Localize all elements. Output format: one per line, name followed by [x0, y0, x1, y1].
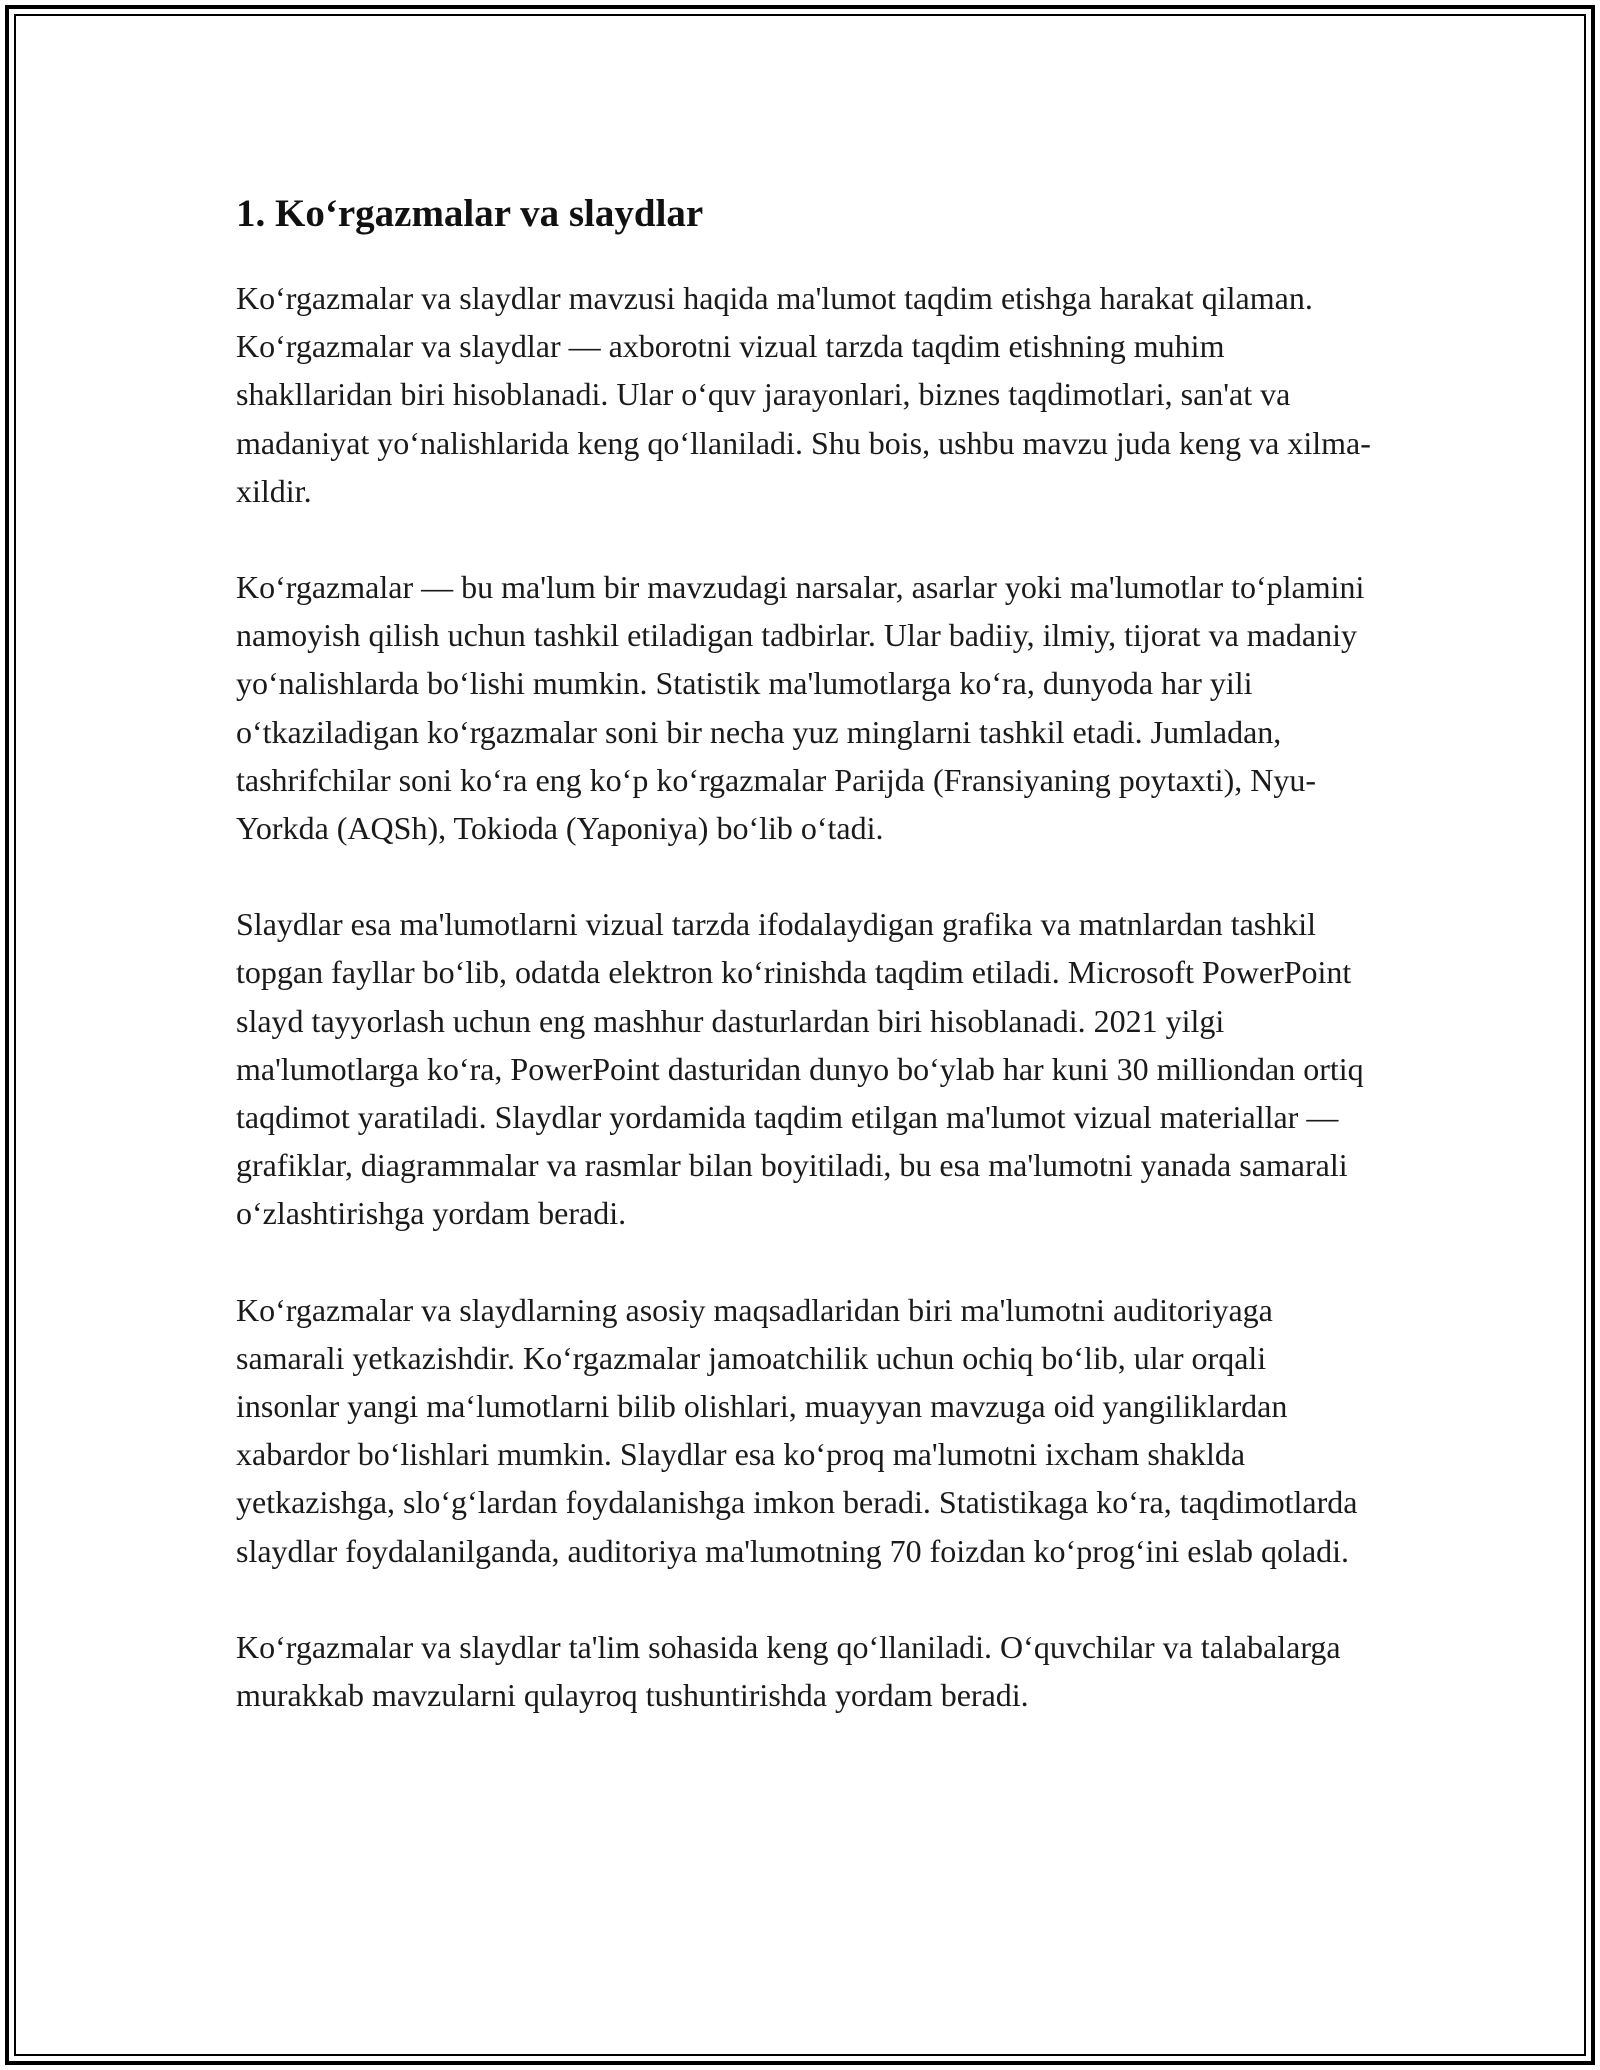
- paragraph-slides: Slaydlar esa ma'lumotlarni vizual tarzda ifodalaydigan grafika va matnlardan tashkil topgan fayllar boʻlib, odatda elektron koʻrinishda taqdim etiladi. Microsoft PowerPoint slayd tayyorlash uchun eng mashhur dasturlardan biri hisoblanadi. 2021 yilgi ma'lumotlarga koʻra, PowerPoint dasturidan dunyo boʻylab har kuni 30 milliondan ortiq taqdimot yaratiladi. Slaydlar yordamida taqdim etilgan ma'lumot vizual materiallar — grafiklar, diagrammalar va rasmlar bilan boyitiladi, bu esa ma'lumotni yanada samarali oʻzlashtirishga yordam beradi.: [236, 906, 1364, 1232]
- paragraph-exhibitions: Koʻrgazmalar — bu ma'lum bir mavzudagi narsalar, asarlar yoki ma'lumotlar toʻplamini namoyish qilish uchun tashkil etiladigan tadbirlar. Ular badiiy, ilmiy, tijorat va madaniy yoʻnalishlarda boʻlishi mumkin. Statistik ma'lumotlarga koʻra, dunyoda har yili oʻtkaziladigan koʻrgazmalar soni bir necha yuz minglarni tashkil etadi. Jumladan, tashrifchilar soni koʻra eng koʻp koʻrgazmalar Parijda (Fransiyaning poytaxti), Nyu-Yorkda (AQSh), Tokioda (Yaponiya) boʻlib oʻtadi.: [236, 569, 1365, 847]
- paragraph-education: Koʻrgazmalar va slaydlar ta'lim sohasida keng qoʻllaniladi. Oʻquvchilar va talabalarga murakkab mavzularni qulayroq tushuntirishda yordam beradi.: [236, 1628, 1341, 1714]
- document-body: [236, 186, 1376, 1719]
- section-title: 1. Koʻrgazmalar va slaydlar: [236, 192, 704, 235]
- paragraph-purpose: Koʻrgazmalar va slaydlarning asosiy maqsadlaridan biri ma'lumotni auditoriyaga samarali yetkazishdir. Koʻrgazmalar jamoatchilik uchun ochiq boʻlib, ular orqali insonlar yangi maʻlumotlarni bilib olishlari, muayyan mavzuga oid yangiliklardan xabardor boʻlishlari mumkin. Slaydlar esa koʻproq ma'lumotni ixcham shaklda yetkazishga, sloʻgʻlardan foydalanishga imkon beradi. Statistikaga koʻra, taqdimotlarda slaydlar foydalanilganda, auditoriya ma'lumotning 70 foizdan koʻprogʻini eslab qoladi.: [236, 1291, 1358, 1569]
- paragraph-intro: Koʻrgazmalar va slaydlar mavzusi haqida ma'lumot taqdim etishga harakat qilaman. Koʻrgazmalar va slaydlar — axborotni vizual tarzda taqdim etishning muhim shakllaridan biri hisoblanadi. Ular oʻquv jarayonlari, biznes taqdimotlari, san'at va madaniyat yoʻnalishlarida keng qoʻllaniladi. Shu bois, ushbu mavzu juda keng va xilma-xildir.: [236, 280, 1371, 509]
